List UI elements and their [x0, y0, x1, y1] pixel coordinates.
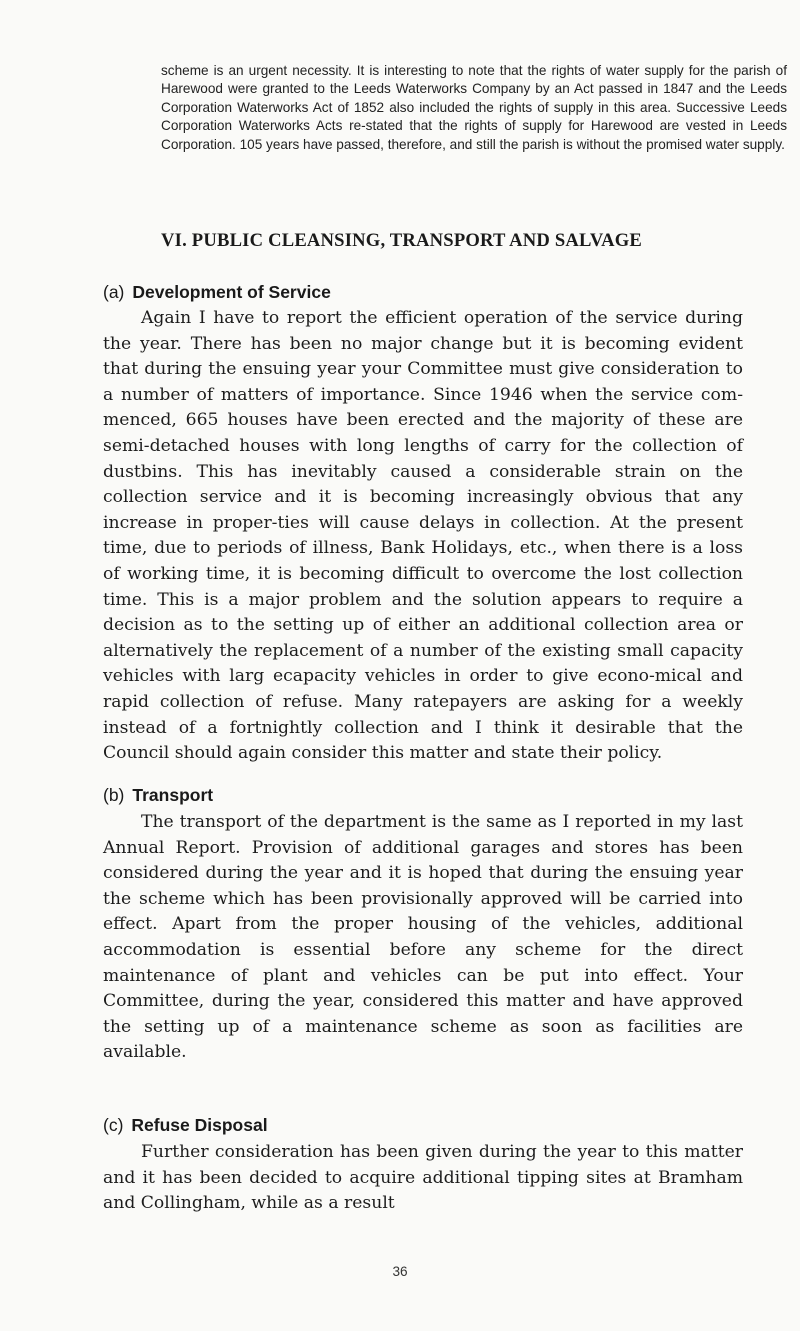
- subsection-title: Transport: [132, 785, 214, 805]
- section-number: VI.: [161, 230, 187, 251]
- subsection-text: The transport of the department is the same as I reported in my last Annual Report. Provision of additional garages and stores has been considered during the year and it is hoped that during the ensuing year the scheme which has been provisionally approved will be carried into effect. Apart from the proper housing of the vehicles, additional accommodation is essential before any scheme for the direct maintenance of plant and vehicles can be put into effect. Your Committee, during the year, considered this matter and have approved the setting up of a maintenance scheme as soon as facilities are available.: [103, 812, 743, 1063]
- section-title-text: PUBLIC CLEANSING, TRANSPORT AND SALVAGE: [191, 230, 643, 251]
- subsection-letter: (c): [103, 1115, 124, 1135]
- subsection-title: Development of Service: [132, 282, 331, 302]
- subsection-heading-a: [103, 282, 743, 303]
- subsection-heading-c: [103, 1115, 743, 1136]
- subsection-body-c: [103, 1140, 743, 1217]
- subsection-text: Again I have to report the efficient operation of the service during the year. There has been no major change but it is becoming evident that during the ensuing year your Committee must give consideration to a number of matters of importance. Since 1946 when the service com-menced, 665 houses have been erected and the majority of these are semi-detached houses with long lengths of carry for the collection of dustbins. This has inevitably caused a considerable strain on the collection service and it is becoming increasingly obvious that any increase in proper-ties will cause delays in collection. At the present time, due to periods of illness, Bank Holidays, etc., when there is a loss of working time, it is becoming difficult to overcome the lost collection time. This is a major problem and the solution appears to require a decision as to the setting up of either an additional collection area or alternatively the replacement of a number of the existing small capacity vehicles with larg ecapacity vehicles in order to give econo-mical and rapid collection of refuse. Many ratepayers are asking for a weekly instead of a fortnightly collection and I think it desirable that the Council should again consider this matter and state their policy.: [103, 308, 743, 764]
- subsection-title: Refuse Disposal: [131, 1115, 268, 1135]
- subsection-text: Further consideration has been given during the year to this matter and it has been decided to acquire additional tipping sites at Bramham and Collingham, while as a result: [103, 1142, 743, 1214]
- intro-paragraph: scheme is an urgent necessity. It is interesting to note that the rights of water supply for the parish of Harewood were granted to the Leeds Waterworks Company by an Act passed in 1847 and the Leeds Corporation Waterworks Act of 1852 also included the rights of supply in this area. Successive Leeds Corporation Waterworks Acts re-stated that the rights of supply for Harewood are vested in Leeds Corporation. 105 years have passed, therefore, and still the parish is without the promised water supply.: [161, 63, 787, 152]
- subsection-letter: (a): [103, 282, 125, 302]
- page-number: 36: [392, 1264, 408, 1279]
- section-heading: [161, 230, 787, 252]
- subsection-body-b: [103, 810, 743, 1066]
- subsection-body-a: [103, 306, 743, 767]
- subsection-letter: (b): [103, 785, 125, 805]
- subsection-heading-b: [103, 785, 743, 806]
